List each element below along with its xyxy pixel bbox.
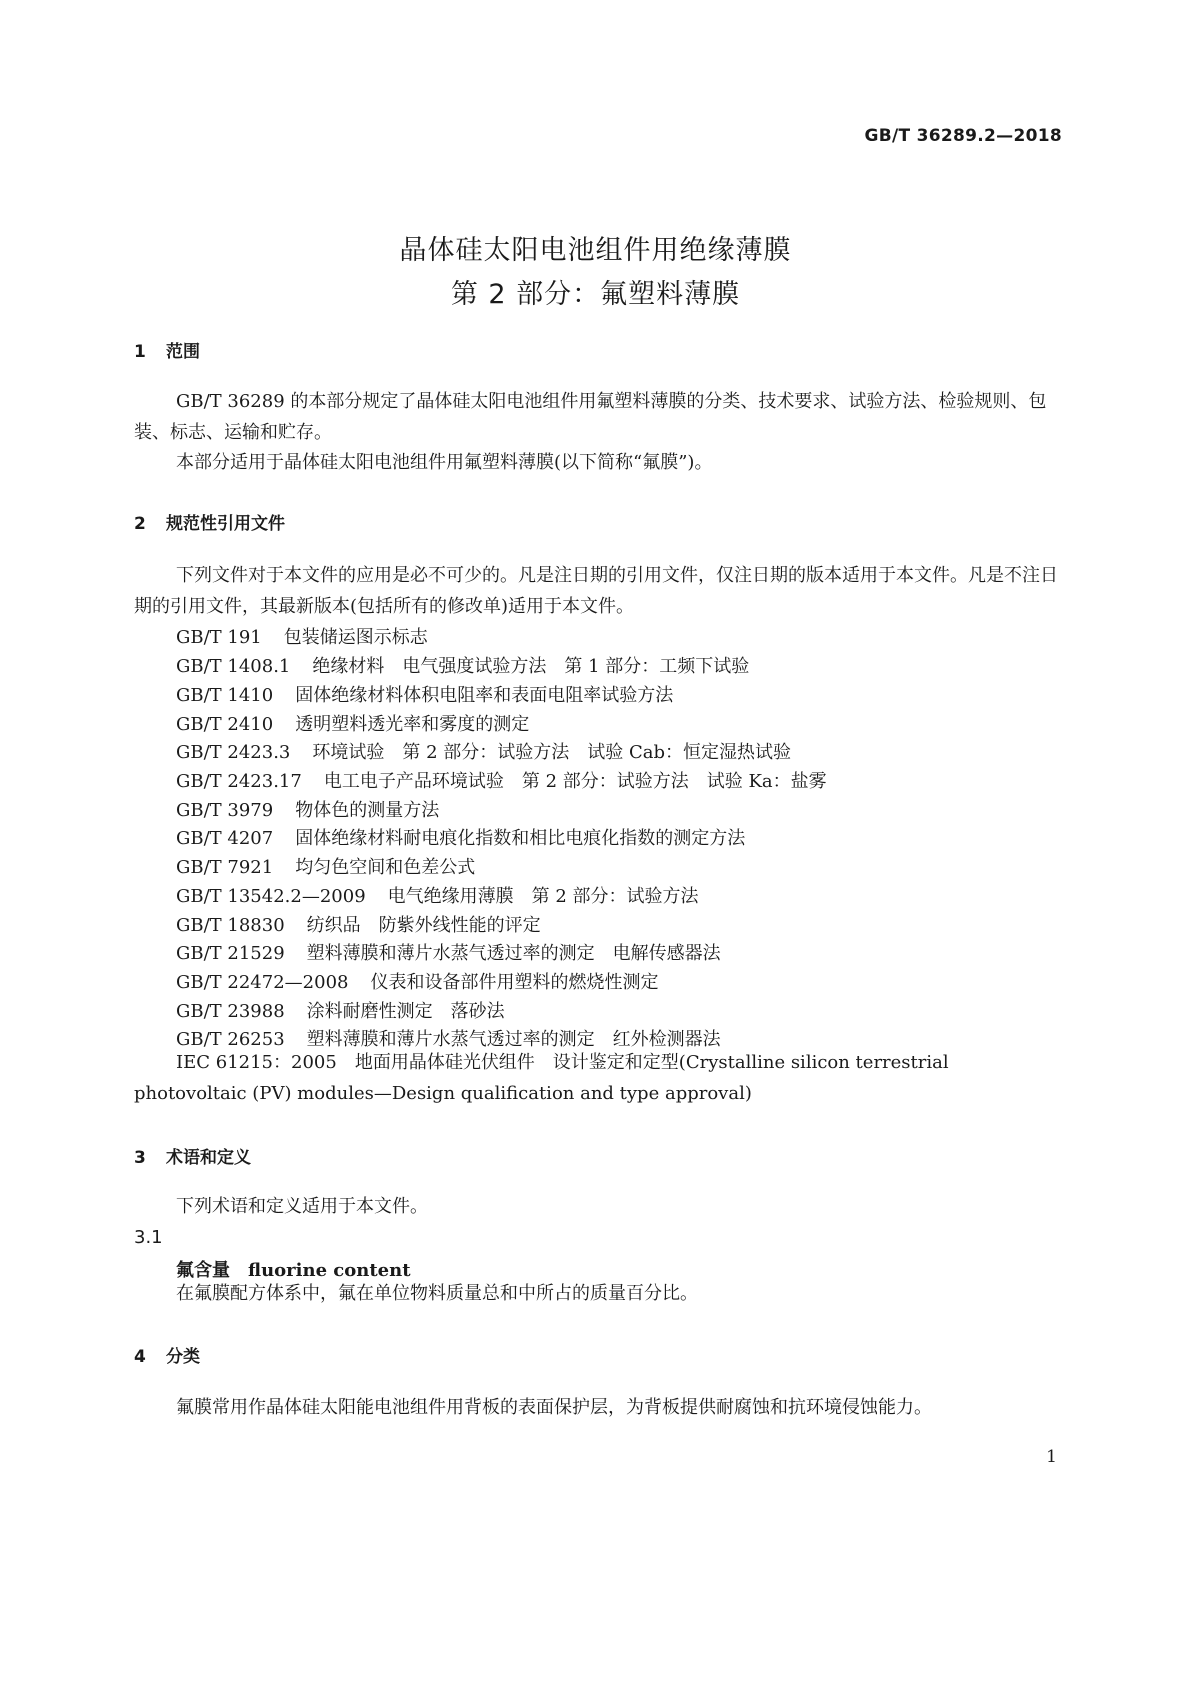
section-number: 4 bbox=[134, 1347, 146, 1367]
reference-item bbox=[176, 710, 529, 736]
section-title: 分类 bbox=[166, 1347, 200, 1367]
reference-item-iec: IEC 61215：2005 地面用晶体硅光伏组件 设计鉴定和定型(Crystalline silicon terrestrial photovoltaic (PV) modules—Design qualification and type approval) bbox=[134, 1052, 949, 1104]
section-3-heading bbox=[134, 1143, 251, 1168]
reference-code: GB/T 23988 bbox=[176, 1001, 285, 1022]
reference-name: 塑料薄膜和薄片水蒸气透过率的测定 红外检测器法 bbox=[306, 1029, 721, 1050]
reference-name: 环境试验 第 2 部分：试验方法 试验 Cab：恒定湿热试验 bbox=[312, 742, 792, 763]
reference-code: GB/T 3979 bbox=[176, 800, 274, 821]
term-english: fluorine content bbox=[248, 1260, 411, 1281]
section-number: 1 bbox=[134, 342, 146, 362]
section-number: 2 bbox=[134, 514, 146, 534]
reference-name: 电气绝缘用薄膜 第 2 部分：试验方法 bbox=[387, 886, 699, 907]
section-number: 3 bbox=[134, 1148, 146, 1168]
reference-name: 涂料耐磨性测定 落砂法 bbox=[306, 1001, 505, 1022]
reference-code: GB/T 1408.1 bbox=[176, 656, 291, 677]
reference-item bbox=[176, 767, 827, 793]
section-title: 规范性引用文件 bbox=[166, 514, 285, 534]
section-title: 范围 bbox=[166, 342, 200, 362]
reference-name: 塑料薄膜和薄片水蒸气透过率的测定 电解传感器法 bbox=[306, 943, 721, 964]
reference-name: 固体绝缘材料体积电阻率和表面电阻率试验方法 bbox=[295, 685, 674, 706]
section-2-intro: 下列文件对于本文件的应用是必不可少的。凡是注日期的引用文件，仅注日期的版本适用于本文件。凡是不注日期的引用文件，其最新版本(包括所有的修改单)适用于本文件。 bbox=[134, 565, 1058, 617]
reference-code: GB/T 7921 bbox=[176, 857, 274, 878]
reference-item bbox=[176, 796, 439, 822]
reference-code: GB/T 21529 bbox=[176, 943, 285, 964]
reference-name: 包装储运图示标志 bbox=[283, 627, 428, 648]
reference-item bbox=[176, 824, 745, 850]
page-number: 1 bbox=[1046, 1447, 1057, 1467]
reference-code: GB/T 22472—2008 bbox=[176, 972, 349, 993]
reference-code: GB/T 191 bbox=[176, 627, 262, 648]
reference-code: GB/T 4207 bbox=[176, 828, 274, 849]
reference-name: 固体绝缘材料耐电痕化指数和相比电痕化指数的测定方法 bbox=[295, 828, 746, 849]
reference-item bbox=[176, 681, 673, 707]
section-2-heading bbox=[134, 509, 285, 534]
reference-name: 电工电子产品环境试验 第 2 部分：试验方法 试验 Ka：盐雾 bbox=[323, 771, 827, 792]
reference-code: GB/T 2423.17 bbox=[176, 771, 302, 792]
reference-code: GB/T 13542.2—2009 bbox=[176, 886, 366, 907]
section-1-paragraph-2: 本部分适用于晶体硅太阳电池组件用氟塑料薄膜(以下简称“氟膜”)。 bbox=[176, 452, 713, 473]
reference-name: 绝缘材料 电气强度试验方法 第 1 部分：工频下试验 bbox=[312, 656, 750, 677]
reference-code: GB/T 2410 bbox=[176, 714, 274, 735]
section-4-paragraph-1: 氟膜常用作晶体硅太阳能电池组件用背板的表面保护层，为背板提供耐腐蚀和抗环境侵蚀能力。 bbox=[176, 1397, 932, 1418]
section-4-heading bbox=[134, 1342, 200, 1367]
document-title: 晶体硅太阳电池组件用绝缘薄膜 bbox=[399, 235, 792, 266]
section-1-paragraph-1: GB/T 36289 的本部分规定了晶体硅太阳电池组件用氟塑料薄膜的分类、技术要求、试验方法、检验规则、包装、标志、运输和贮存。 bbox=[134, 391, 1047, 443]
reference-name: 仪表和设备部件用塑料的燃烧性测定 bbox=[370, 972, 659, 993]
reference-code: GB/T 1410 bbox=[176, 685, 274, 706]
reference-item bbox=[176, 652, 749, 678]
reference-item bbox=[176, 997, 505, 1023]
reference-code: GB/T 18830 bbox=[176, 915, 285, 936]
document-subtitle: 第 2 部分：氟塑料薄膜 bbox=[450, 279, 741, 310]
reference-item bbox=[176, 853, 475, 879]
section-1-heading bbox=[134, 337, 200, 362]
reference-code: GB/T 2423.3 bbox=[176, 742, 291, 763]
reference-item bbox=[176, 968, 658, 994]
reference-item bbox=[176, 939, 721, 965]
term-number: 3.1 bbox=[134, 1227, 163, 1248]
reference-code: GB/T 26253 bbox=[176, 1029, 285, 1050]
section-title: 术语和定义 bbox=[166, 1148, 251, 1168]
section-3-intro: 下列术语和定义适用于本文件。 bbox=[176, 1196, 428, 1217]
reference-name: 物体色的测量方法 bbox=[295, 800, 440, 821]
term-definition: 在氟膜配方体系中，氟在单位物料质量总和中所占的质量百分比。 bbox=[176, 1283, 698, 1304]
reference-item bbox=[176, 882, 699, 908]
reference-item bbox=[176, 911, 541, 937]
reference-item bbox=[176, 738, 791, 764]
reference-item bbox=[176, 623, 428, 649]
reference-name: 纺织品 防紫外线性能的评定 bbox=[306, 915, 541, 936]
document-code: GB/T 36289.2—2018 bbox=[864, 126, 1062, 146]
reference-name: 透明塑料透光率和雾度的测定 bbox=[295, 714, 530, 735]
term-chinese: 氟含量 bbox=[176, 1260, 230, 1281]
reference-name: 均匀色空间和色差公式 bbox=[295, 857, 476, 878]
